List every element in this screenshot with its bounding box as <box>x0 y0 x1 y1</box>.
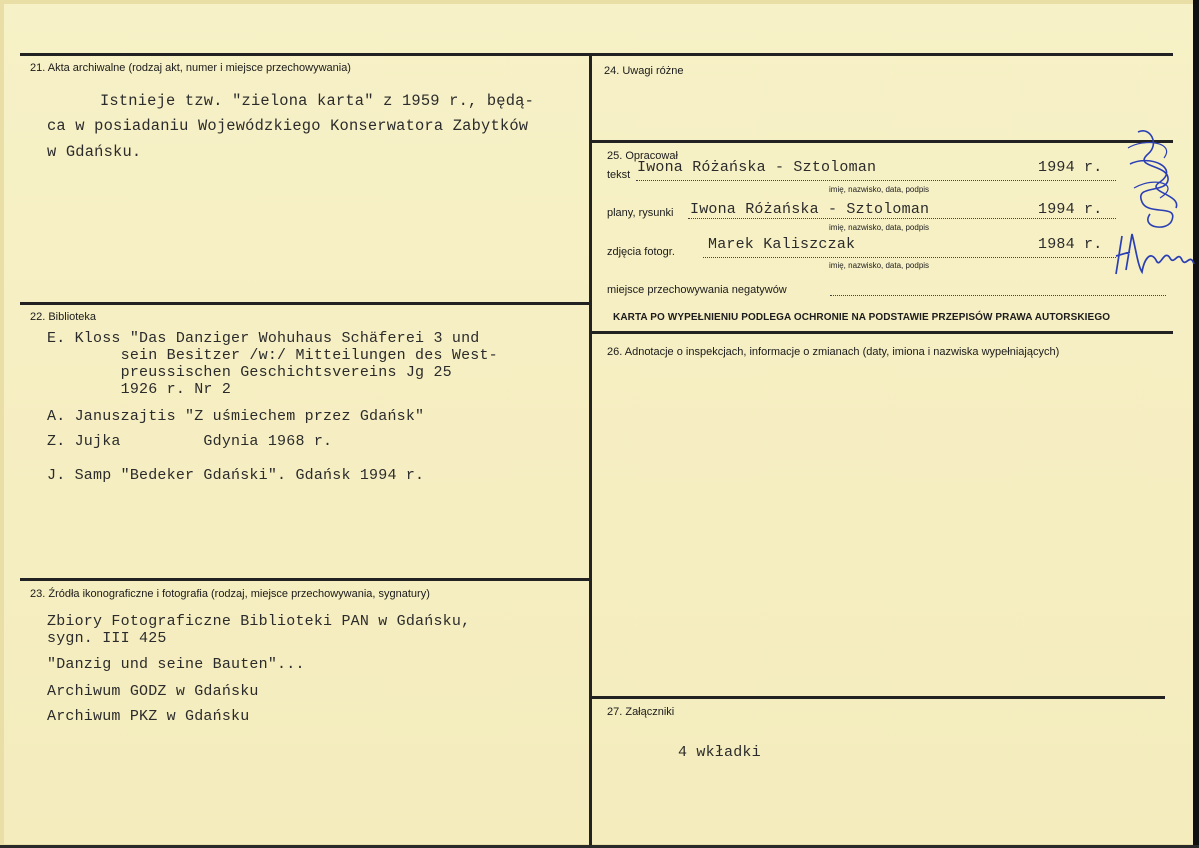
row-plans-caption: imię, nazwisko, data, podpis <box>829 223 930 232</box>
section-27-label: 27. Załączniki <box>607 706 675 718</box>
section-21-label: 21. Akta archiwalne (rodzaj akt, numer i miejsce przechowywania) <box>30 62 351 74</box>
center-divider <box>589 53 592 848</box>
row-plans-name: Iwona Różańska - Sztoloman <box>690 201 930 218</box>
section-23-line-4: Archiwum GODZ w Gdańsku <box>47 683 259 700</box>
row-text-label: tekst <box>607 169 631 181</box>
section-23-line-2: sygn. III 425 <box>47 630 167 647</box>
section-23-label: 23. Źródła ikonograficzne i fotografia (rodzaj, miejsce przechowywania, sygnatury) <box>30 588 430 600</box>
section-27-value: 4 wkładki <box>678 744 761 761</box>
section-22-line-5: A. Januszajtis "Z uśmiechem przez Gdańsk" <box>47 408 425 425</box>
section-24-label: 24. Uwagi różne <box>604 65 684 77</box>
section-22-line-6: Z. Jujka Gdynia 1968 r. <box>47 433 333 450</box>
row-photos-dotline <box>703 257 1116 258</box>
row-plans-dotline <box>688 218 1116 219</box>
row-plans-year: 1994 r. <box>1038 201 1103 218</box>
copyright-note: KARTA PO WYPEŁNIENIU PODLEGA OCHRONIE NA PODSTAWIE PRZEPISÓW PRAWA AUTORSKIEGO <box>613 312 1111 323</box>
section-22-line-7: J. Samp "Bedeker Gdański". Gdańsk 1994 r. <box>47 467 425 484</box>
row-photos-year: 1984 r. <box>1038 236 1103 253</box>
section-22-line-3: preussischen Geschichtsvereins Jg 25 <box>47 364 452 381</box>
row-plans-label: plany, rysunki <box>607 207 674 219</box>
section-21-line-3: w Gdańsku. <box>47 143 142 161</box>
section-22-line-4: 1926 r. Nr 2 <box>47 381 232 398</box>
section-22-line-2: sein Besitzer /w:/ Mitteilungen des West- <box>47 347 498 364</box>
negatives-label: miejsce przechowywania negatywów <box>607 284 787 296</box>
section-21-line-2: ca w posiadaniu Wojewódzkiego Konserwatora Zabytków <box>47 117 529 135</box>
divider-22-23 <box>20 578 592 581</box>
row-photos-label: zdjęcia fotogr. <box>607 246 675 258</box>
section-22-label: 22. Biblioteka <box>30 311 97 323</box>
section-26-label: 26. Adnotacje o inspekcjach, informacje o zmianach (daty, imiona i nazwiska wypełniających) <box>607 346 1060 358</box>
top-divider <box>20 53 1173 56</box>
divider-24-25 <box>592 140 1173 143</box>
section-23-line-1: Zbiory Fotograficzne Biblioteki PAN w Gdańsku, <box>47 613 471 630</box>
negatives-dotline <box>830 295 1166 296</box>
divider-21-22 <box>20 302 592 305</box>
row-text-year: 1994 r. <box>1038 159 1103 176</box>
section-22-line-1: E. Kloss "Das Danziger Wohuhaus Schäferei 3 und <box>47 330 480 347</box>
section-21-line-1: Istnieje tzw. "zielona karta" z 1959 r., będą- <box>100 92 535 110</box>
section-25-label: 25. Opracował <box>607 150 678 162</box>
divider-26-27 <box>592 696 1165 699</box>
section-23-line-3: "Danzig und seine Bauten"... <box>47 656 305 673</box>
row-text-caption: imię, nazwisko, data, podpis <box>829 185 930 194</box>
row-text-name: Iwona Różańska - Sztoloman <box>637 159 877 176</box>
row-photos-name: Marek Kaliszczak <box>708 236 856 253</box>
row-photos-caption: imię, nazwisko, data, podpis <box>829 261 930 270</box>
divider-25-26 <box>592 331 1173 334</box>
scan-edge-right <box>1193 0 1199 848</box>
section-23-line-5: Archiwum PKZ w Gdańsku <box>47 708 250 725</box>
signature-scribble-icon <box>1120 124 1190 244</box>
row-text-dotline <box>636 180 1116 181</box>
signature-kaliszczak-icon <box>1112 230 1196 280</box>
